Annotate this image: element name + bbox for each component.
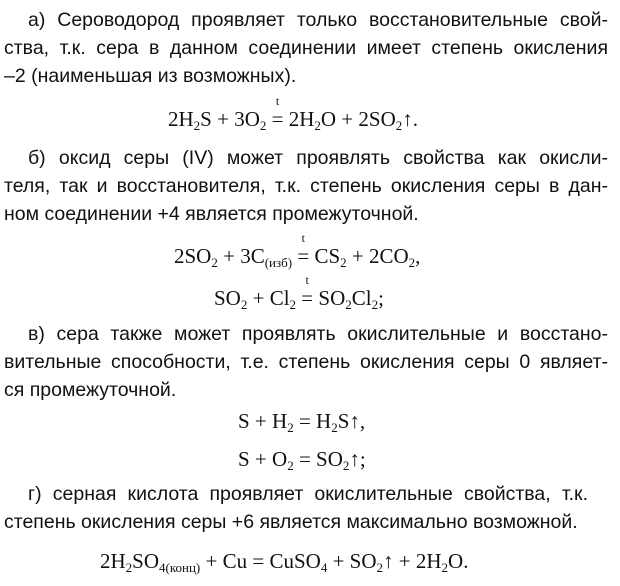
paragraph-b-line-2: теля, так и восстановителя, т.к. степень окисления серы в дан- <box>4 175 608 197</box>
heat-equals-sign: = t <box>297 231 310 268</box>
paragraph-v-line-2: вительные способности, т.е. степень окисления серы 0 являет- <box>4 351 608 373</box>
equation-5: $S + O_2$ = $SO_2↑$; <box>238 447 366 473</box>
paragraph-a-line-2: ства, т.к. сера в данном соединении имеет степень окисления <box>4 37 608 59</box>
equation-4: $S + H_2$ = $H_2S↑$, <box>238 409 366 435</box>
paragraph-b-line-3: ном соединении +4 является промежуточной. <box>4 203 419 225</box>
gas-arrow-icon: ↑ <box>349 447 360 471</box>
heat-equals-sign: = t <box>271 94 284 131</box>
gas-arrow-icon: ↑ <box>402 107 413 131</box>
paragraph-b-line-1: б) оксид серы (IV) может проявлять свойства как окисли- <box>28 147 608 169</box>
equation-6: $2H_2SO_{4(конц)} + Cu$ = CuSO$_4$ + $SO_2↑ + 2H_2O$. <box>100 549 469 575</box>
equation-2: $2SO_2 + 3C_{(изб)}$ = t $CS_2 + 2CO_2$, <box>174 231 421 270</box>
paragraph-a-line-3: –2 (наименьшая из возможных). <box>4 65 297 87</box>
paragraph-v-line-3: ся промежуточной. <box>4 379 177 401</box>
paragraph-a-line-1: а) Сероводород проявляет только восстановительные свой- <box>28 9 608 31</box>
gas-arrow-icon: ↑ <box>349 409 360 433</box>
heat-equals-sign: = t <box>301 273 314 310</box>
paragraph-g-line-1: г) серная кислота проявляет окислительные свойства, т.к. <box>28 483 588 505</box>
paragraph-g-line-2: степень окисления серы +6 является максимально возможной. <box>4 511 578 533</box>
paragraph-v-line-1: в) сера также может проявлять окислительные и восстано- <box>28 323 608 345</box>
gas-arrow-icon: ↑ <box>383 549 394 573</box>
equation-1: $2H_2S + 3O_2$ = t $2H_2O$ + $2SO_2↑$. <box>168 94 418 133</box>
equation-3: $SO_2 + Cl_2$ = t $SO_2Cl_2$; <box>214 273 384 312</box>
